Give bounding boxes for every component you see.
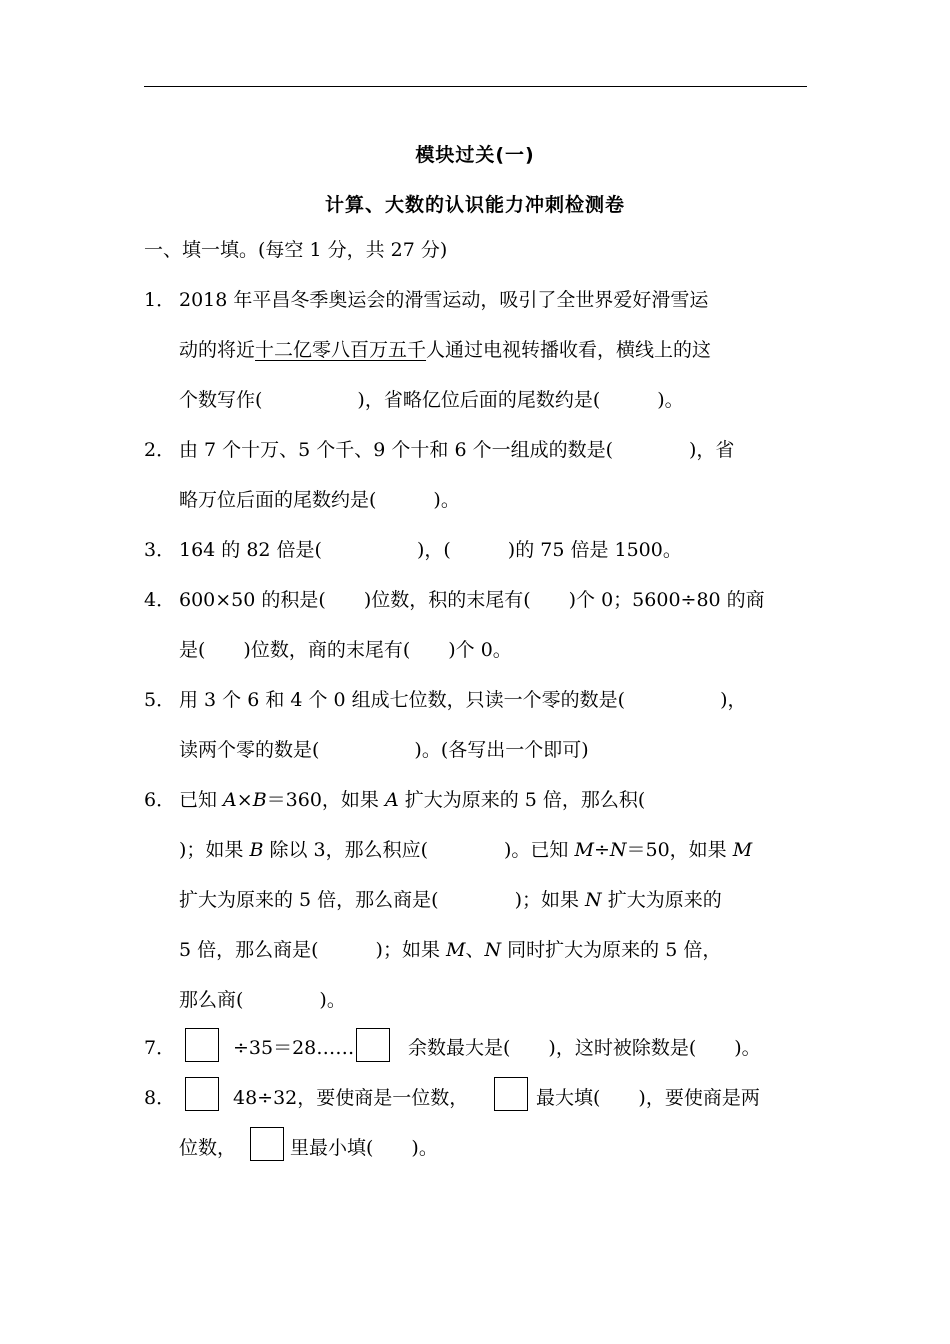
question-number-4: 4． [144,589,176,611]
answer-box[interactable] [185,1077,219,1111]
question-1-underlined-number: 十二亿零八百万五千 [255,339,427,361]
question-6-text: )；如果 [179,839,250,861]
answer-box[interactable] [250,1127,284,1161]
question-2-line-2: 略万位后面的尾数约是( )。 [179,489,460,511]
question-8-text-b: 最大填( )，要使商是两 [536,1087,760,1109]
question-6-text: 同时扩大为原来的 5 倍， [501,939,722,961]
variable-n: N [585,889,602,911]
question-8-text-a: 48÷32，要使商是一位数， [233,1087,469,1109]
question-number-7: 7． [144,1037,176,1059]
question-7-text: 余数最大是( )，这时被除数是( )。 [408,1037,761,1059]
question-6-text: 5 倍，那么商是( )；如果 [179,939,446,961]
question-number-1: 1． [144,289,176,311]
answer-box[interactable] [185,1028,219,1062]
question-6-line-1 [179,788,645,812]
question-number-6: 6． [144,789,176,811]
variable-a: A [384,789,399,811]
question-number-8: 8． [144,1087,176,1109]
page-title: 模块过关(一) [415,144,535,166]
question-5-line-1: 用 3 个 6 和 4 个 0 组成七位数，只读一个零的数是( )， [179,689,747,711]
question-5-line-2: 读两个零的数是( )。(各写出一个即可) [179,739,589,761]
question-1-line-2 [179,338,711,362]
question-6-text: 扩大为原来的 5 倍，那么商是( )；如果 [179,889,586,911]
variable-b: B [252,789,267,811]
question-6-text: ＝360，如果 [266,789,385,811]
variable-m: M [574,839,594,861]
variable-n: N [609,839,627,861]
question-number-5: 5． [144,689,176,711]
variable-a: A [223,789,237,811]
question-1-line-3: 个数写作( )，省略亿位后面的尾数约是( )。 [179,389,684,411]
question-number-2: 2． [144,439,176,461]
separator: 、 [465,939,485,961]
question-6-text: 扩大为原来的 [601,889,722,911]
question-1-text-b: 人通过电视转播收看，横线上的这 [426,339,712,361]
question-7-expression: ÷35＝28…… [233,1037,355,1059]
question-6-line-4 [179,938,721,962]
answer-box[interactable] [494,1077,528,1111]
question-4-line-1: 600×50 的积是( )位数，积的末尾有( )个 0；5600÷80 的商 [179,589,765,611]
question-number-3: 3． [144,539,176,561]
answer-box[interactable] [356,1028,390,1062]
question-1-text-a: 动的将近 [179,339,256,361]
top-rule [144,86,807,87]
question-6-line-5: 那么商( )。 [179,989,346,1011]
question-6-text: ＝50，如果 [626,839,733,861]
question-1-line-1: 2018 年平昌冬季奥运会的滑雪运动，吸引了全世界爱好滑雪运 [179,289,709,311]
question-6-line-3 [179,888,722,912]
variable-m: M [446,939,466,961]
variable-n: N [484,939,502,961]
variable-m: M [732,839,753,861]
variable-b: B [249,839,264,861]
divide-sign: ÷ [593,839,610,861]
section-heading: 一、填一填。(每空 1 分，共 27 分) [144,239,448,261]
question-2-line-1: 由 7 个十万、5 个千、9 个十和 6 个一组成的数是( )，省 [179,439,735,461]
question-6-text: 扩大为原来的 5 倍，那么积( [398,789,646,811]
question-6-text: 已知 [179,789,224,811]
times-sign: × [236,789,253,811]
question-8-text-d: 里最小填( )。 [290,1137,438,1159]
question-6-text: 除以 3，那么积应( )。已知 [263,839,575,861]
page-subtitle: 计算、大数的认识能力冲刺检测卷 [324,194,625,216]
question-3-line-1: 164 的 82 倍是( )，( )的 75 倍是 1500。 [179,539,682,561]
question-4-line-2: 是( )位数，商的末尾有( )个 0。 [179,639,512,661]
question-6-line-2 [179,838,752,862]
question-8-text-c: 位数， [179,1137,237,1159]
